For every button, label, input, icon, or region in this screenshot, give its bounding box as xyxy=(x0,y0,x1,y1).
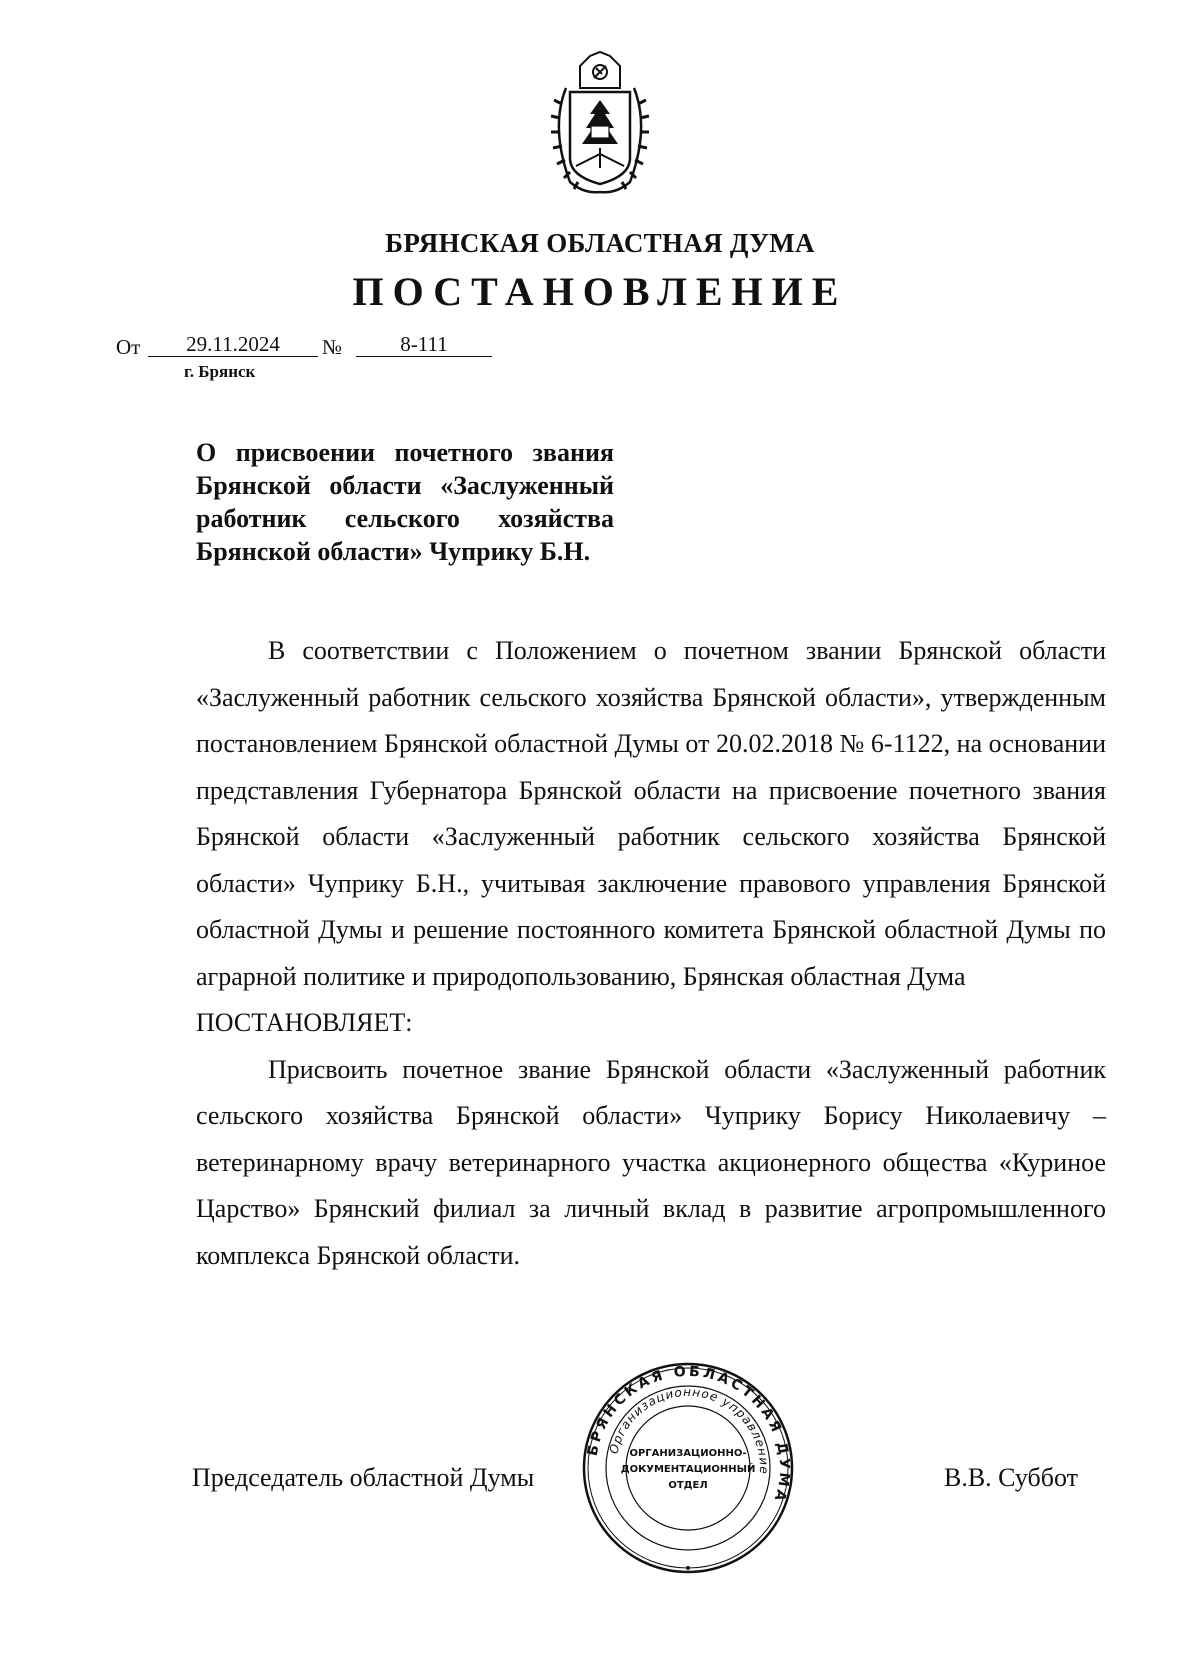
city-name: г. Брянск xyxy=(184,362,256,381)
stamp-center-line-2: ДОКУМЕНТАЦИОННЫЙ xyxy=(620,1464,756,1475)
document-body xyxy=(196,628,1106,1279)
resolves-heading: ПОСТАНОВЛЯЕТ: xyxy=(196,1008,413,1037)
signer-name: В.В. Суббот xyxy=(944,1463,1079,1492)
body-paragraph-2: Присвоить почетное звание Брянской области «Заслуженный работник сельского хозяйства Брянской области» Чуприку Борису Николаевичу – ветеринарному врачу ветеринарного участка акционерного общества «Куриное Царство» Брянский филиал за личный вклад в развитие агропромышленного комплекса Брянской области. xyxy=(196,1054,1106,1270)
official-stamp xyxy=(580,1360,796,1576)
document-date: 29.11.2024 xyxy=(148,332,318,357)
body-paragraph-1: В соответствии с Положением о почетном звании Брянской области «Заслуженный работник сельского хозяйства Брянской области», утвержденным постановлением Брянской областной Думы от 20.02.2018 № 6-1122, на основании представления Губернатора Брянской области на присвоение почетного звания Брянской области «Заслуженный работник сельского хозяйства Брянской области» Чуприку Б.Н., учитывая заключение правового управления Брянской областной Думы и решение постоянного комитета Брянской областной Думы по аграрной политике и природопользованию, Брянская областная Дума xyxy=(196,636,1106,991)
signer-role: Председатель областной Думы xyxy=(192,1463,535,1492)
organization-name: БРЯНСКАЯ ОБЛАСТНАЯ ДУМА xyxy=(385,228,815,258)
number-label: № xyxy=(322,335,343,359)
stamp-center-line-3: ОТДЕЛ xyxy=(668,1480,708,1491)
stamp-center-line-1: ОРГАНИЗАЦИОННО- xyxy=(629,1448,747,1459)
date-label: От xyxy=(116,335,141,359)
stamp-outer-text: БРЯНСКАЯ ОБЛАСТНАЯ ДУМА xyxy=(584,1363,793,1506)
document-subject: О присвоении почетного звания Брянской области «Заслуженный работник сельского хозяйства Брянской области» Чуприку Б.Н. xyxy=(196,438,614,566)
document-type-title: ПОСТАНОВЛЕНИЕ xyxy=(352,269,848,314)
coat-of-arms-emblem xyxy=(540,48,660,198)
stamp-inner-text: Организационное управление xyxy=(606,1384,772,1475)
document-number: 8-111 xyxy=(356,332,492,357)
